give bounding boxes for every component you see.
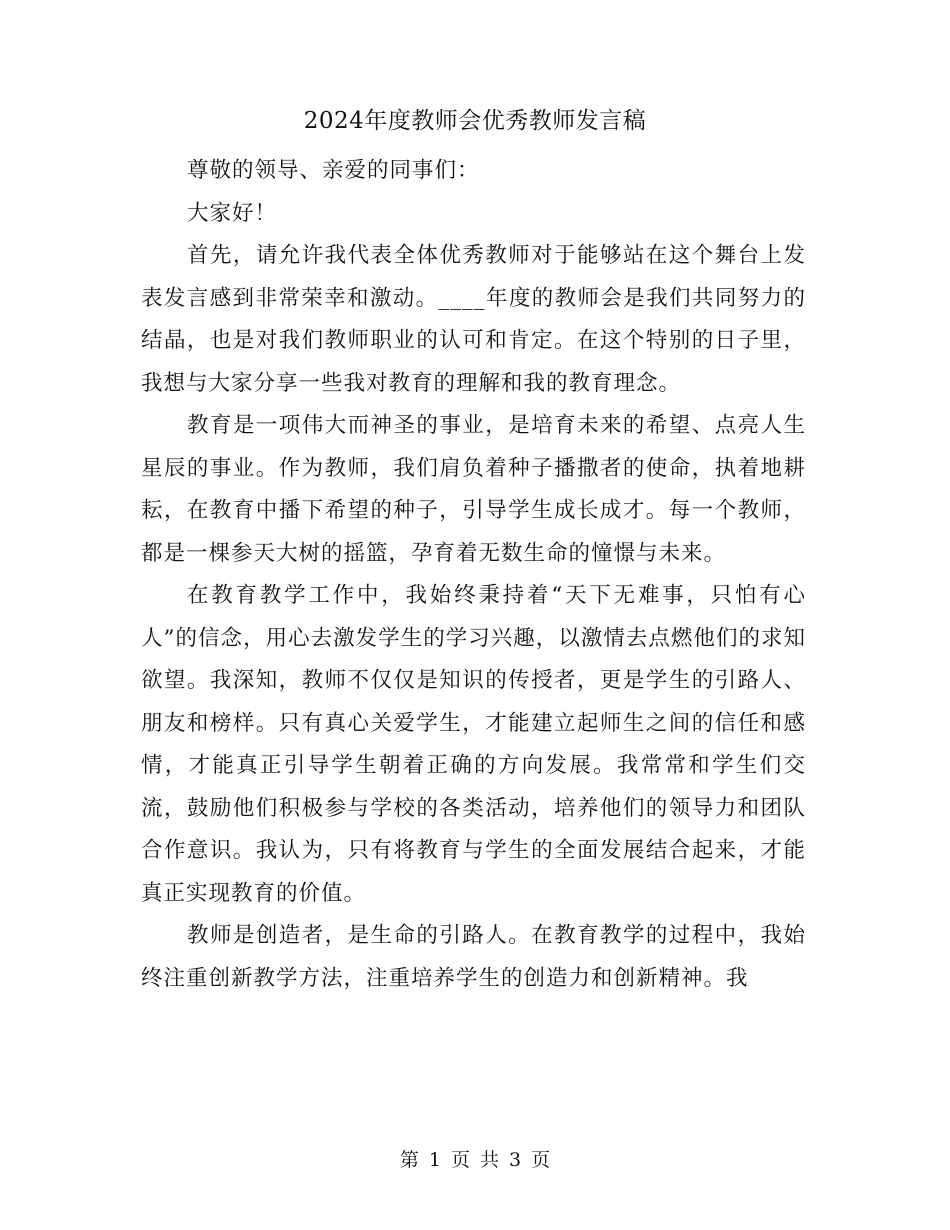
page-number-footer: 第 1 页 共 3 页 bbox=[399, 1149, 551, 1171]
paragraph: 首先，请允许我代表全体优秀教师对于能够站在这个舞台上发表发言感到非常荣幸和激动。____年度的教师会是我们共同努力的结晶，也是对我们教师职业的认可和肯定。在这个特别的日子里，我想与大家分享一些我对教育的理解和我的教育理念。 bbox=[141, 243, 806, 396]
paragraph: 在教育教学工作中，我始终秉持着“天下无难事，只怕有心人”的信念，用心去激发学生的学习兴趣，以激情去点燃他们的求知欲望。我深知，教师不仅仅是知识的传授者，更是学生的引路人、朋友和榜样。只有真心关爱学生，才能建立起师生之间的信任和感情，才能真正引导学生朝着正确的方向发展。我常常和学生们交流，鼓励他们积极参与学校的各类活动，培养他们的领导力和团队合作意识。我认为，只有将教育与学生的全面发展结合起来，才能真正实现教育的价值。 bbox=[141, 583, 806, 906]
salutation: 尊敬的领导、亲爱的同事们： bbox=[187, 158, 480, 183]
greeting: 大家好！ bbox=[187, 200, 278, 226]
document-title: 2024年度教师会优秀教师发言稿 bbox=[303, 108, 647, 134]
paragraph: 教育是一项伟大而神圣的事业，是培育未来的希望、点亮人生星辰的事业。作为教师，我们肩负着种子播撒者的使命，执着地耕耘，在教育中播下希望的种子，引导学生成长成才。每一个教师，都是一棵参天大树的摇篮，孕育着无数生命的憧憬与未来。 bbox=[141, 413, 806, 566]
paragraph: 教师是创造者，是生命的引路人。在教育教学的过程中，我始终注重创新教学方法，注重培养学生的创造力和创新精神。我 bbox=[141, 923, 806, 991]
document-body bbox=[141, 150, 806, 1000]
